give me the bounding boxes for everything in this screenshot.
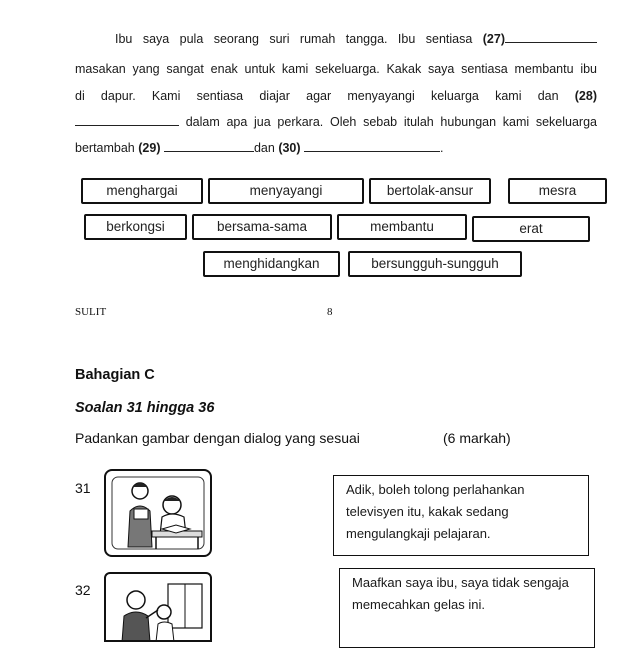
blank-27[interactable] bbox=[505, 31, 597, 43]
passage-line-4 bbox=[75, 114, 597, 130]
blank-28[interactable] bbox=[75, 114, 179, 126]
blank-29[interactable] bbox=[164, 140, 254, 152]
dialog-box-31[interactable]: Adik, boleh tolong perlahankan televisyen itu, kakak sedang mengulangkaji pelajaran. bbox=[333, 475, 589, 556]
question-number-31: 31 bbox=[75, 480, 91, 496]
study-scene-illustration bbox=[106, 471, 210, 555]
passage-line-1 bbox=[75, 31, 597, 47]
section-marks: (6 markah) bbox=[443, 430, 511, 446]
section-instruction: Padankan gambar dengan dialog yang sesuai bbox=[75, 430, 360, 446]
question-label-30: (30) bbox=[278, 141, 301, 155]
dialog-box-32[interactable]: Maafkan saya ibu, saya tidak sengaja memecahkan gelas ini. bbox=[339, 568, 595, 648]
word-option-bersungguh-sungguh[interactable]: bersungguh-sungguh bbox=[348, 251, 522, 277]
picture-32[interactable] bbox=[104, 572, 212, 642]
word-option-menyayangi[interactable]: menyayangi bbox=[208, 178, 364, 204]
passage-line-2: masakan yang sangat enak untuk kami sekeluarga. Kakak saya sentiasa membantu ibu bbox=[75, 62, 597, 76]
passage-text-3: di dapur. Kami sentiasa diajar agar menyayangi keluarga kami dan bbox=[75, 89, 559, 103]
passage-line-5 bbox=[75, 140, 597, 156]
passage-text-5: bertambah bbox=[75, 141, 135, 155]
sulit-label: SULIT bbox=[75, 306, 107, 318]
passage-line-3 bbox=[75, 88, 597, 104]
page-number: 8 bbox=[327, 306, 333, 318]
passage-text-1: Ibu saya pula seorang suri rumah tangga. Ibu sentiasa bbox=[115, 32, 473, 46]
passage-text-4: dalam apa jua perkara. Oleh sebab itulah hubungan kami sekeluarga bbox=[185, 115, 597, 129]
blank-30[interactable] bbox=[304, 140, 440, 152]
word-option-bersama-sama[interactable]: bersama-sama bbox=[192, 214, 332, 240]
picture-31[interactable] bbox=[104, 469, 212, 557]
word-option-berkongsi[interactable]: berkongsi bbox=[84, 214, 187, 240]
broken-glass-scene-illustration bbox=[106, 574, 210, 642]
section-title: Bahagian C bbox=[75, 367, 155, 383]
word-option-membantu[interactable]: membantu bbox=[337, 214, 467, 240]
word-option-bertolak-ansur[interactable]: bertolak-ansur bbox=[369, 178, 491, 204]
passage-end: . bbox=[440, 141, 444, 155]
question-label-29: (29) bbox=[138, 141, 161, 155]
word-option-erat[interactable]: erat bbox=[472, 216, 590, 242]
section-subtitle: Soalan 31 hingga 36 bbox=[75, 400, 215, 416]
question-number-32: 32 bbox=[75, 582, 91, 598]
word-option-menghargai[interactable]: menghargai bbox=[81, 178, 203, 204]
question-label-27: (27) bbox=[482, 32, 505, 46]
passage-and: dan bbox=[253, 141, 275, 155]
question-label-28: (28) bbox=[574, 89, 597, 103]
word-option-mesra[interactable]: mesra bbox=[508, 178, 607, 204]
word-option-menghidangkan[interactable]: menghidangkan bbox=[203, 251, 340, 277]
